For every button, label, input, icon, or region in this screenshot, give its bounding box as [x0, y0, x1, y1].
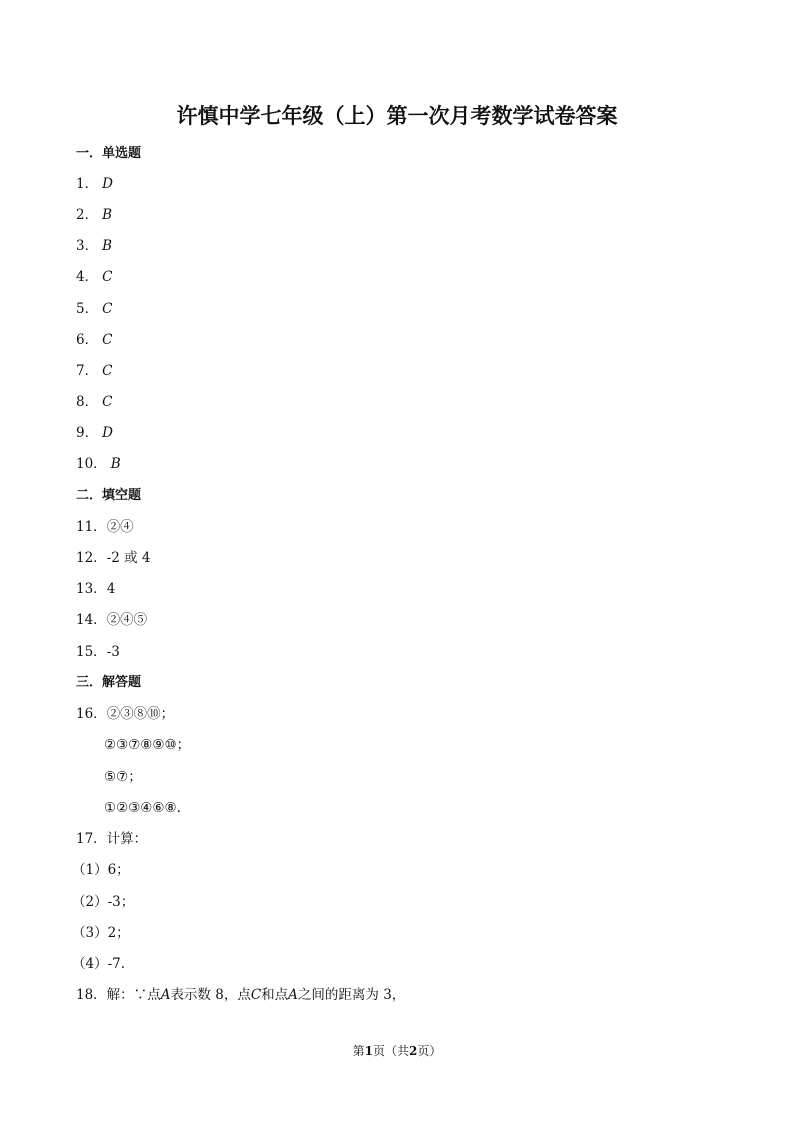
- q16-answer-line: ⑤⑦；: [104, 769, 142, 785]
- q17-part: （1）6；: [72, 862, 130, 878]
- q17-part: （4）-7.: [72, 956, 126, 972]
- question-number: 12．: [76, 550, 107, 566]
- answer: C: [102, 269, 113, 285]
- total-page-count: 2: [409, 1044, 418, 1058]
- answer: -2 或 4: [106, 550, 151, 566]
- q17-part: （3）2；: [72, 925, 130, 941]
- question-number: 14．: [76, 612, 107, 628]
- fill-answer-row: [76, 643, 120, 661]
- section-heading-fill-blank: 二．填空题: [76, 488, 142, 503]
- mc-answer-row: [76, 175, 113, 193]
- question-number: 2．: [76, 207, 99, 223]
- solution-text: 之间的距离为 3，: [297, 987, 406, 1003]
- page-title: 许慎中学七年级（上）第一次月考数学试卷答案: [176, 104, 618, 128]
- answer: C: [102, 363, 113, 379]
- question-number: 13．: [76, 581, 107, 597]
- solution-text: 和点: [261, 987, 289, 1003]
- point-label: A: [288, 987, 298, 1003]
- answer: -3: [106, 644, 120, 660]
- question-number: 6．: [76, 332, 99, 348]
- page-footer: [0, 1042, 794, 1059]
- answer: ②④: [106, 519, 134, 535]
- q17-part: （2）-3；: [72, 894, 135, 910]
- mc-answer-row: [76, 331, 112, 349]
- answer: C: [102, 394, 113, 410]
- q18-row: [76, 986, 405, 1004]
- mc-answer-row: [76, 237, 112, 255]
- answer: C: [102, 301, 113, 317]
- fill-answer-row: [76, 549, 151, 567]
- footer-text: 页）: [417, 1044, 442, 1058]
- question-number: 1．: [76, 176, 99, 192]
- fill-answer-row: [76, 580, 115, 598]
- answer: B: [102, 238, 113, 254]
- q16-row: [76, 705, 174, 723]
- question-number: 9．: [76, 425, 99, 441]
- answer: B: [102, 207, 113, 223]
- solution-text: 表示数 8，点: [170, 987, 251, 1003]
- footer-text: 第: [352, 1044, 365, 1058]
- answer: 4: [106, 581, 116, 597]
- answer-line: ②③⑧⑩；: [106, 706, 175, 722]
- mc-answer-row: [76, 455, 121, 473]
- current-page-number: 1: [364, 1044, 373, 1058]
- question-number: 8．: [76, 394, 99, 410]
- question-number: 3．: [76, 238, 99, 254]
- mc-answer-row: [76, 424, 113, 442]
- mc-answer-row: [76, 300, 112, 318]
- footer-text: 页（共: [372, 1044, 409, 1058]
- question-number: 5．: [76, 301, 99, 317]
- point-label: C: [250, 987, 262, 1003]
- answer: B: [110, 456, 121, 472]
- question-number: 11．: [76, 519, 107, 535]
- answer: D: [102, 176, 113, 192]
- answer: D: [102, 425, 113, 441]
- mc-answer-row: [76, 268, 112, 286]
- point-label: A: [160, 987, 171, 1003]
- fill-answer-row: [76, 611, 147, 629]
- question-number: 15．: [76, 644, 107, 660]
- q17-prompt: 17．计算：: [76, 831, 148, 847]
- mc-answer-row: [76, 393, 112, 411]
- question-number: 16．: [76, 706, 107, 722]
- question-number: 7．: [76, 363, 99, 379]
- question-number: 10．: [76, 456, 107, 472]
- q16-answer-line: ②③⑦⑧⑨⑩；: [104, 737, 191, 753]
- question-number: 18．: [76, 987, 107, 1003]
- question-number: 4．: [76, 269, 99, 285]
- solution-text: 解：∵点: [106, 987, 161, 1003]
- q16-answer-line: ①②③④⑥⑧.: [104, 800, 181, 816]
- section-heading-solutions: 三．解答题: [76, 675, 142, 690]
- section-heading-single-choice: 一．单选题: [76, 146, 142, 161]
- fill-answer-row: [76, 518, 134, 536]
- answer: ②④⑤: [106, 612, 148, 628]
- answer: C: [102, 332, 113, 348]
- mc-answer-row: [76, 206, 112, 224]
- mc-answer-row: [76, 362, 112, 380]
